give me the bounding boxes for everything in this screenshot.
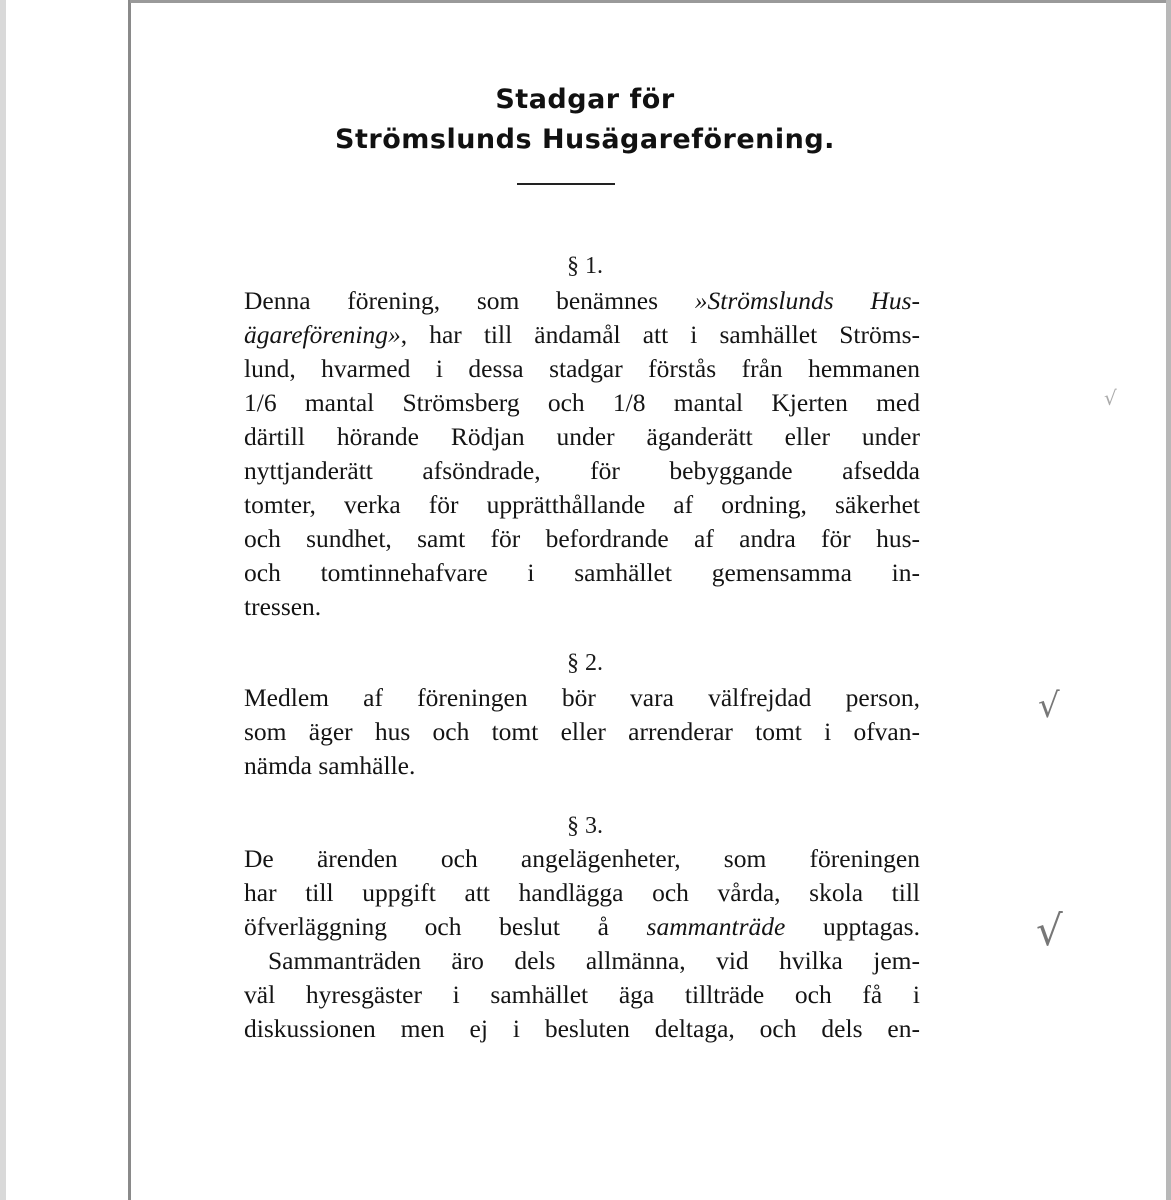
section-2-heading: § 2. — [567, 650, 603, 676]
text-line — [244, 284, 920, 318]
text-segment: öfverläggning och beslut å — [244, 912, 647, 941]
text-line — [244, 1012, 920, 1046]
title-line-2: Strömslunds Husägareförening. — [335, 124, 835, 155]
text-line — [244, 318, 920, 352]
text-line — [244, 488, 920, 522]
text-segment: lund, hvarmed i dessa stadgar förstås från hemmanen — [244, 354, 920, 383]
text-line — [244, 978, 920, 1012]
text-segment: och tomtinnehafvare i samhället gemensamma in- — [244, 558, 920, 587]
text-segment: nämda samhälle. — [244, 751, 416, 780]
italic-text: ägareförening» — [244, 320, 401, 349]
text-segment: som äger hus och tomt eller arrenderar tomt i ofvan- — [244, 717, 920, 746]
text-line — [244, 454, 920, 488]
check-mark-icon: √ — [1036, 906, 1063, 955]
check-mark-icon: √ — [1038, 686, 1060, 726]
left-page-edge — [0, 0, 6, 1200]
section-3-body — [244, 842, 920, 1046]
text-segment: har till uppgift att handlägga och vårda, skola till — [244, 878, 920, 907]
text-segment: 1/6 mantal Strömsberg och 1/8 mantal Kjerten med — [244, 388, 920, 417]
section-3-heading: § 3. — [567, 813, 603, 839]
left-border-line — [128, 0, 131, 1200]
text-segment: nyttjanderätt afsöndrade, för bebyggande afsedda — [244, 456, 920, 485]
section-2-body — [244, 681, 920, 783]
text-segment: diskussionen men ej i besluten deltaga, och dels en- — [244, 1014, 920, 1043]
text-line — [244, 556, 920, 590]
text-line — [244, 842, 920, 876]
text-segment: , har till ändamål att i samhället Ströms- — [400, 320, 920, 349]
text-segment: Medlem af föreningen bör vara välfrejdad person, — [244, 683, 920, 712]
text-segment: väl hyresgäster i samhället äga tillträde och få i — [244, 980, 920, 1009]
text-segment: och sundhet, samt för befordrande af andra för hus- — [244, 524, 920, 553]
text-segment: Sammanträden äro dels allmänna, vid hvilka jem- — [268, 946, 920, 975]
text-segment: tressen. — [244, 592, 322, 621]
text-line — [244, 420, 920, 454]
italic-text: »Strömslunds Hus- — [694, 286, 920, 315]
text-line — [244, 910, 920, 944]
text-line — [244, 386, 920, 420]
text-segment: därtill hörande Rödjan under äganderätt eller under — [244, 422, 920, 451]
text-segment: upptagas. — [785, 912, 920, 941]
text-segment: De ärenden och angelägenheter, som föreningen — [244, 844, 920, 873]
italic-text: sammanträde — [646, 912, 786, 941]
pencil-mark-icon: √ — [1104, 386, 1117, 410]
section-1-body — [244, 284, 920, 624]
text-line — [244, 944, 920, 978]
text-line — [244, 522, 920, 556]
text-segment: Denna förening, som benämnes — [244, 286, 695, 315]
text-line — [244, 749, 920, 783]
text-line — [244, 876, 920, 910]
text-line — [244, 681, 920, 715]
right-page-edge — [1166, 0, 1171, 1200]
top-border-line — [130, 0, 1171, 3]
text-segment: tomter, verka för upprätthållande af ordning, säkerhet — [244, 490, 920, 519]
title-line-1: Stadgar för — [495, 84, 675, 115]
text-line — [244, 352, 920, 386]
text-line — [244, 590, 920, 624]
title-divider — [517, 183, 615, 185]
section-1-heading: § 1. — [567, 253, 603, 279]
text-line — [244, 715, 920, 749]
